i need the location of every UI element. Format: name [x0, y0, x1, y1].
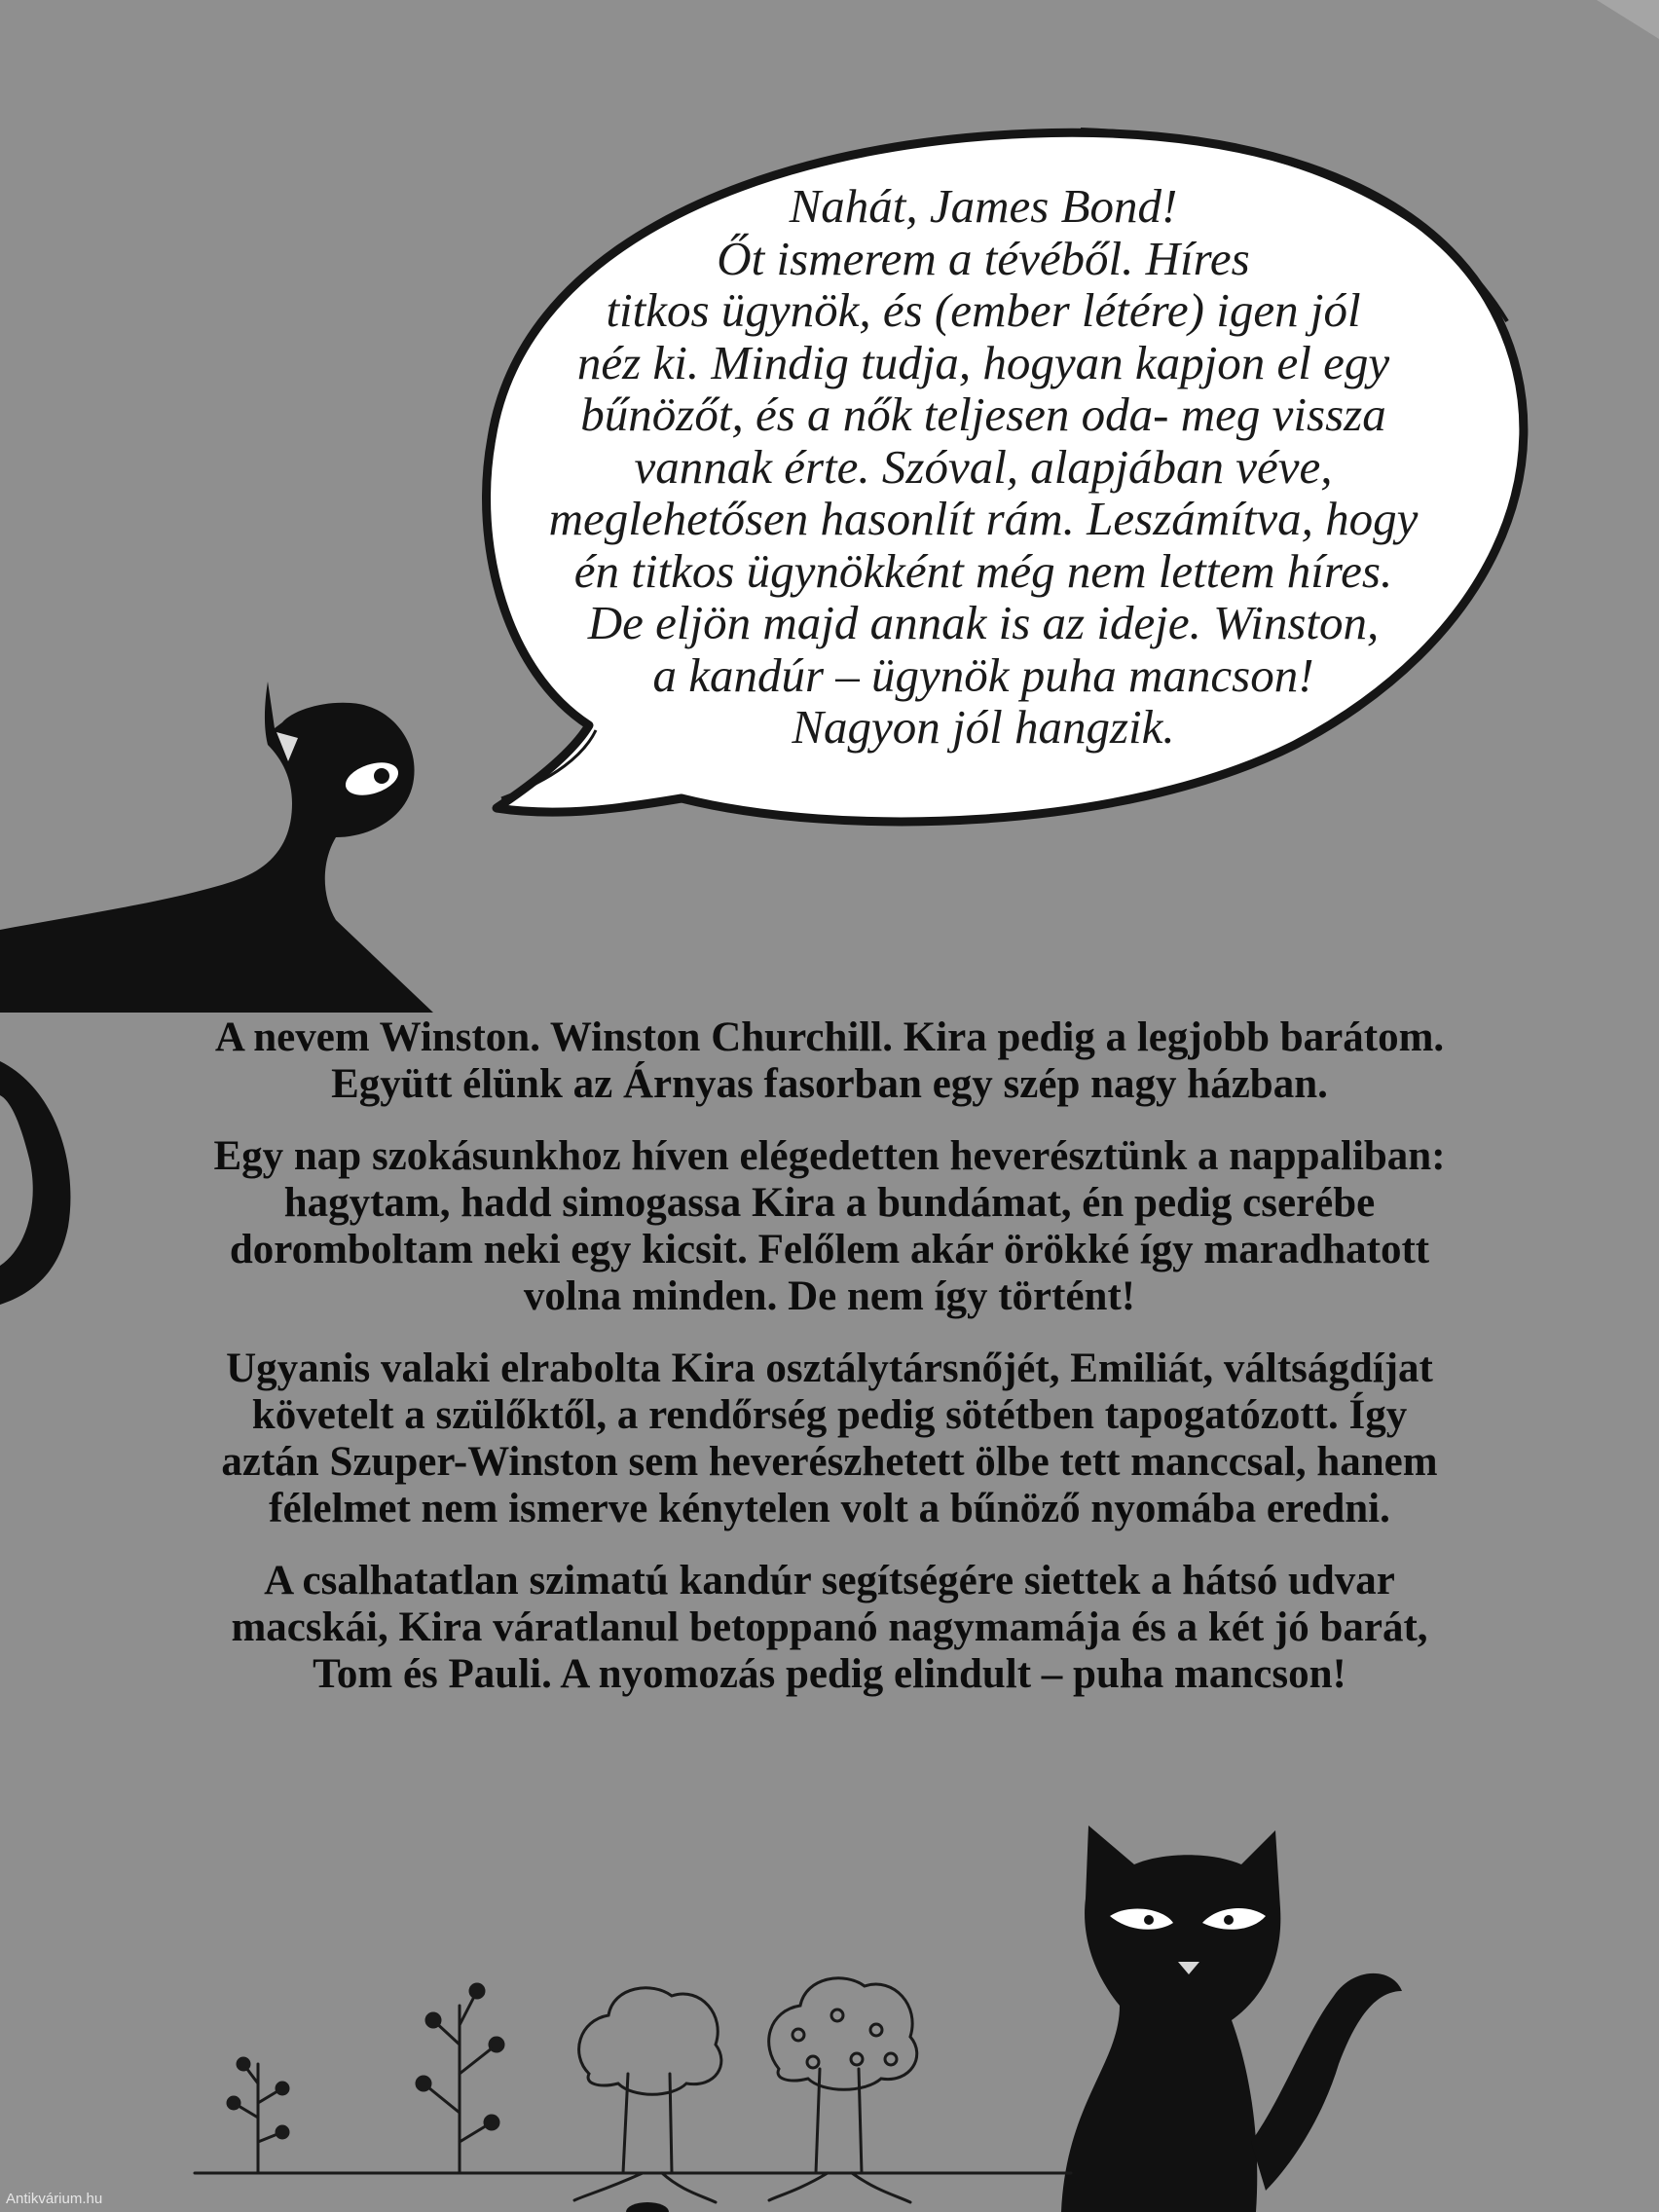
bubble-line: titkos ügynök, és (ember létére) igen jól: [606, 283, 1361, 337]
speech-bubble-text: [458, 180, 1509, 754]
blurb-line: aztán Szuper-Winston sem heverészhetett ölbe tett manccsal, hanem: [221, 1439, 1438, 1485]
sitting-cat-illustration: [1061, 1825, 1402, 2212]
bubble-line: Őt ismerem a tévéből. Híres: [717, 231, 1250, 285]
bubble-line: meglehetősen hasonlít rám. Leszámítva, hogy: [548, 492, 1419, 545]
blurb-paragraph: [39, 1133, 1620, 1320]
blurb-line: A nevem Winston. Winston Churchill. Kira pedig a legjobb barátom.: [214, 1014, 1445, 1060]
bubble-line: bűnözőt, és a nők teljesen oda- meg vissza: [580, 387, 1386, 441]
bubble-line: vannak érte. Szóval, alapjában véve,: [634, 439, 1333, 494]
back-cover-blurb: [39, 1014, 1620, 1723]
blurb-paragraph: [39, 1558, 1620, 1698]
blurb-line: Tom és Pauli. A nyomozás pedig elindult – puha mancson!: [313, 1651, 1346, 1697]
blurb-paragraph: [39, 1346, 1620, 1532]
blurb-line: hagytam, hadd simogassa Kira a bundámat, én pedig cserébe: [283, 1180, 1376, 1226]
blurb-line: félelmet nem ismerve kénytelen volt a bűnöző nyomába eredni.: [269, 1486, 1390, 1531]
blurb-line: macskái, Kira váratlanul betoppanó nagymamája és a két jó barát,: [231, 1604, 1428, 1650]
blurb-line: Együtt élünk az Árnyas fasorban egy szép nagy házban.: [331, 1061, 1328, 1107]
blurb-paragraph: [39, 1014, 1620, 1108]
page-corner-mark: [1597, 0, 1659, 39]
blurb-line: Ugyanis valaki elrabolta Kira osztálytársnőjét, Emiliát, váltságdíjat: [226, 1346, 1433, 1391]
tree-growth-illustration: [195, 1978, 1071, 2202]
blurb-line: volna minden. De nem így történt!: [523, 1273, 1136, 1319]
blurb-line: A csalhatatlan szimatú kandúr segítségére siettek a hátsó udvar: [264, 1558, 1395, 1604]
blurb-line: Egy nap szokásunkhoz híven elégedetten heverésztünk a nappaliban:: [213, 1133, 1446, 1179]
bubble-line: a kandúr – ügynök puha mancson!: [652, 647, 1314, 702]
page-number-tab: [626, 2202, 669, 2212]
blurb-line: követelt a szülőktől, a rendőrség pedig sötétben tapogatózott. Így: [251, 1392, 1408, 1438]
bubble-line: Nahát, James Bond!: [789, 179, 1178, 233]
watermark: Antikvárium.hu: [6, 2191, 103, 2207]
bubble-line: néz ki. Mindig tudja, hogyan kapjon el egy: [576, 335, 1390, 389]
bubble-line: De eljön majd annak is az ideje. Winston,: [587, 596, 1380, 649]
blurb-line: doromboltam neki egy kicsit. Felőlem akár örökké így maradhatott: [229, 1227, 1430, 1272]
bubble-line: Nagyon jól hangzik.: [792, 700, 1175, 754]
bubble-line: én titkos ügynökként még nem lettem híres.: [573, 543, 1393, 598]
